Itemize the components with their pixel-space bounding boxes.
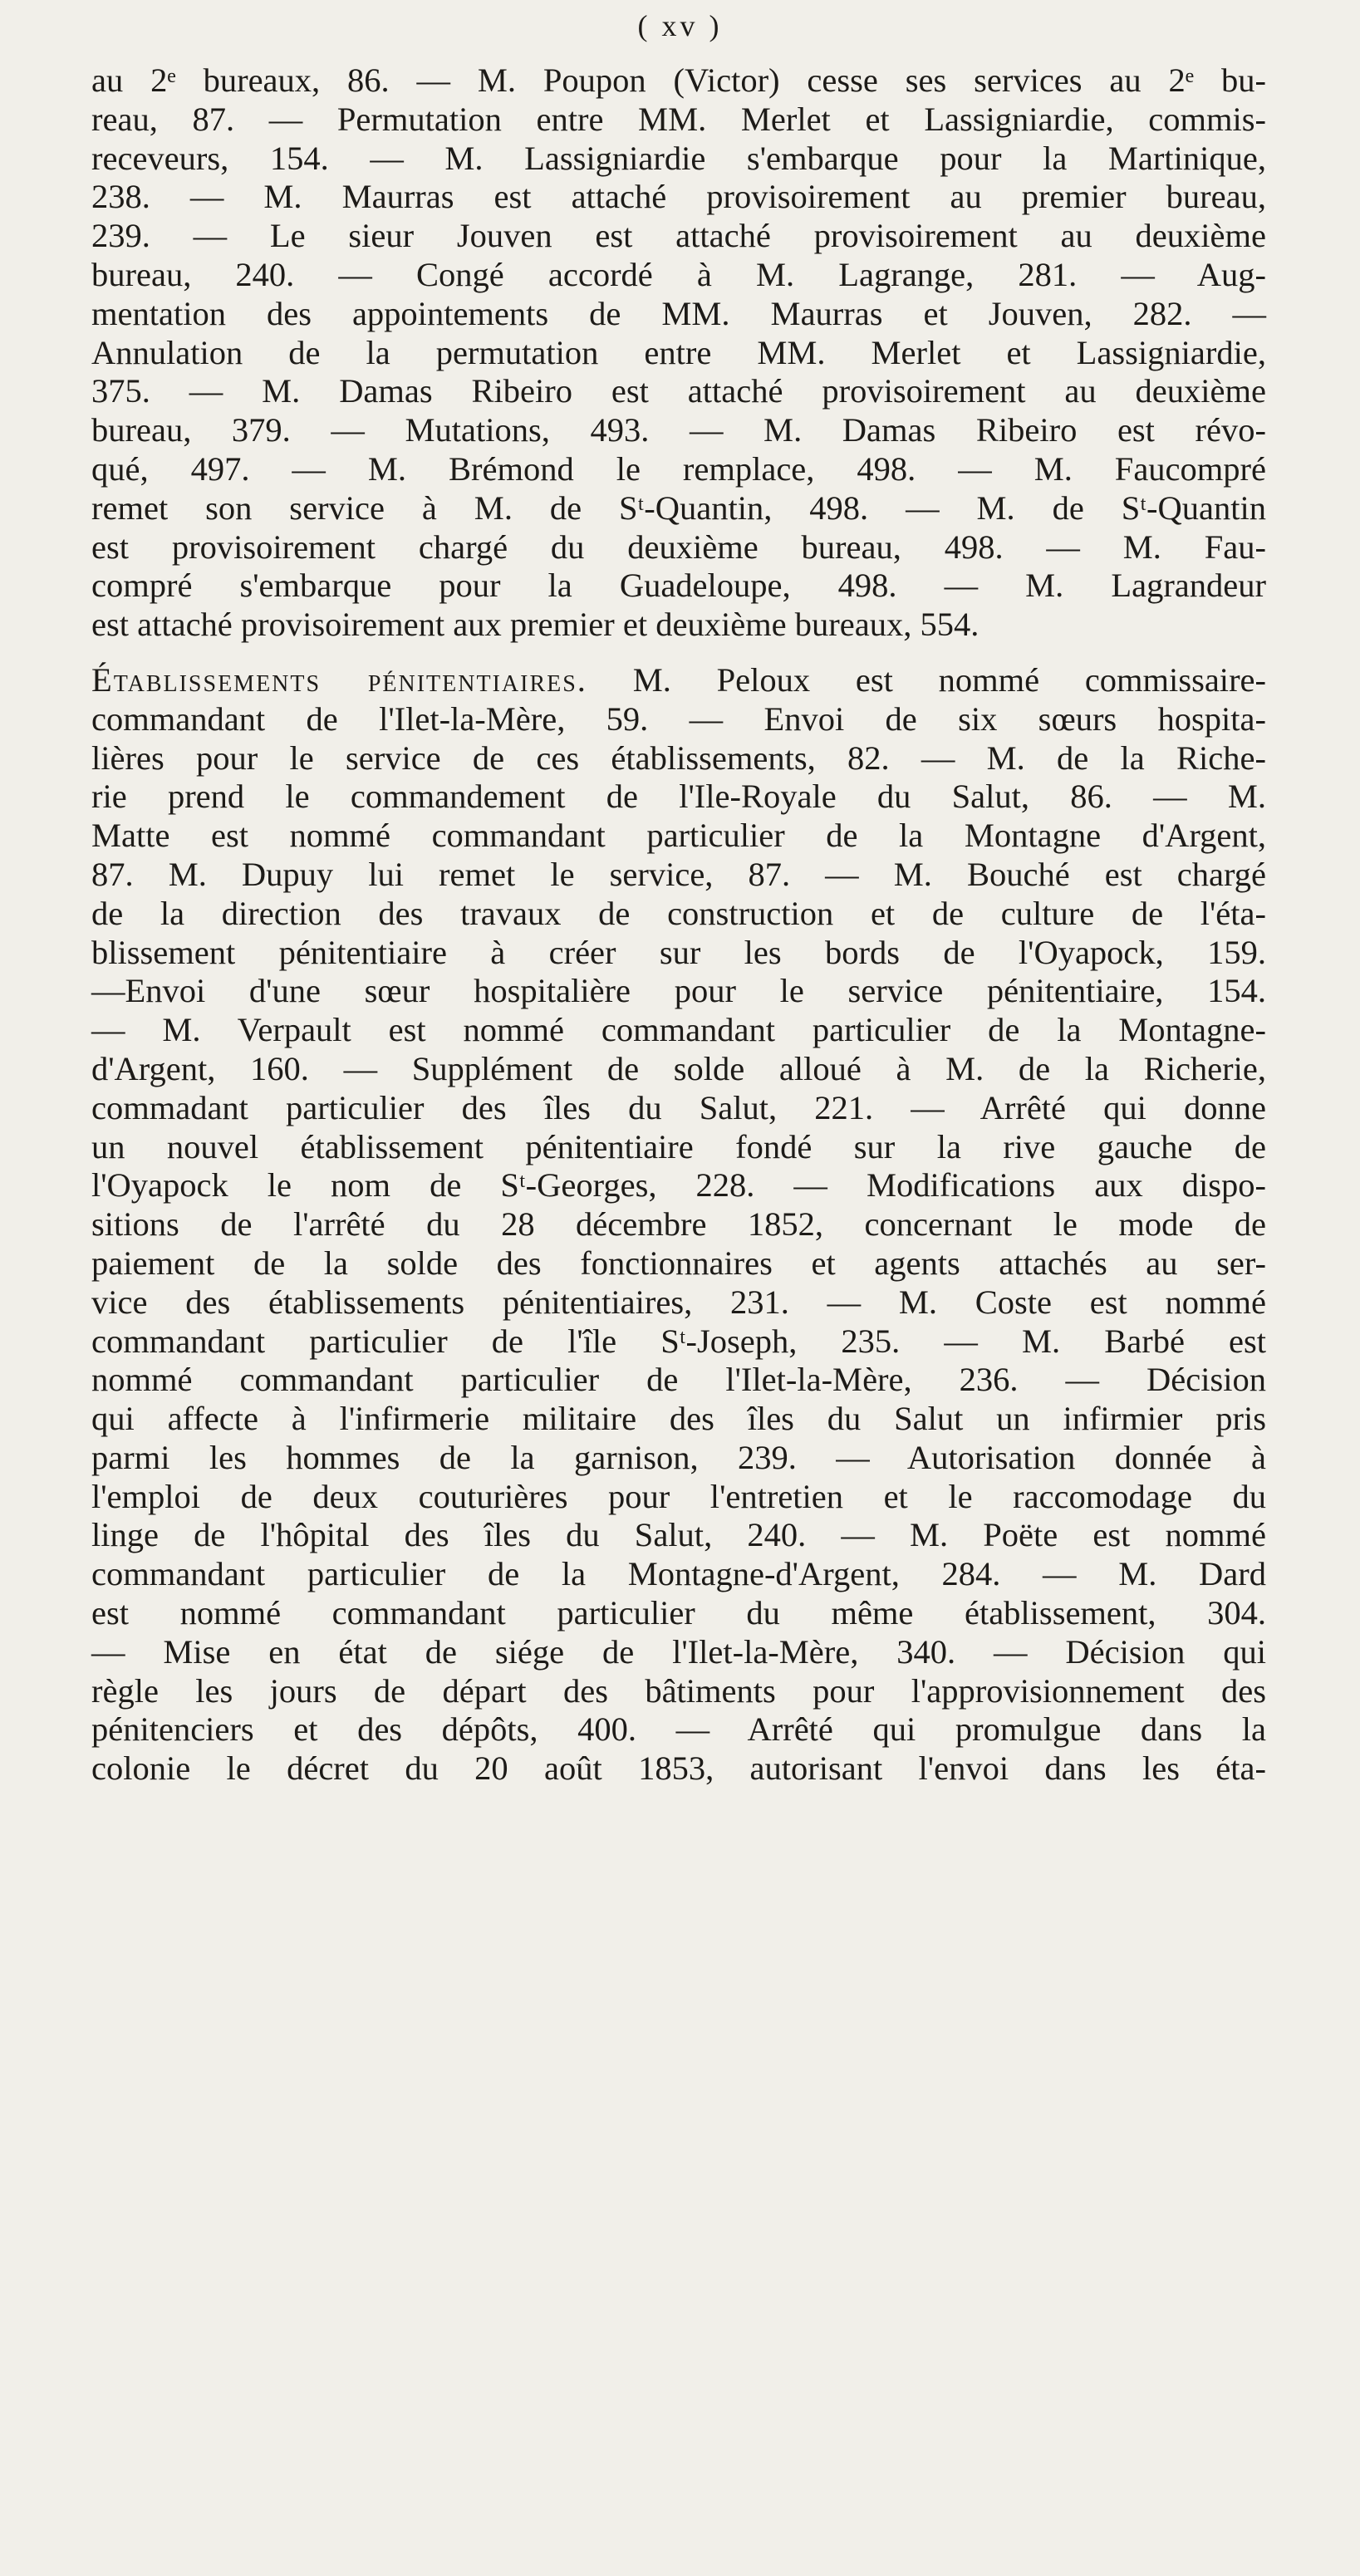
section-heading: Établissements pénitentiaires. — [91, 660, 587, 699]
text-line: bureau, 240. — Congé accordé à M. Lagrange, 281. — Aug- — [91, 255, 1266, 293]
text-line: commandant particulier de la Montagne-d'Argent, 284. — M. Dard — [91, 1555, 1266, 1593]
text-line: blissement pénitentiaire à créer sur les bords de l'Oyapock, 159. — [91, 933, 1266, 971]
text-line: 375. — M. Damas Ribeiro est attaché provisoirement au deuxième — [91, 372, 1266, 410]
text-line: — M. Verpault est nommé commandant particulier de la Montagne- — [91, 1011, 1266, 1049]
text-line: pénitenciers et des dépôts, 400. — Arrêté qui promulgue dans la — [91, 1710, 1266, 1749]
text-line: reau, 87. — Permutation entre MM. Merlet et Lassigniardie, commis- — [91, 100, 1266, 138]
text-line: d'Argent, 160. — Supplément de solde alloué à M. de la Richerie, — [91, 1049, 1266, 1087]
text-line: rie prend le commandement de l'Ile-Royale du Salut, 86. — M. — [91, 778, 1266, 816]
text-line: qui affecte à l'infirmerie militaire des îles du Salut un infirmier pris — [91, 1400, 1266, 1438]
paragraph-etablissements-penitentiaires — [91, 661, 1266, 1788]
text-line: est provisoirement chargé du deuxième bureau, 498. — M. Fau- — [91, 527, 1266, 566]
text-line: nommé commandant particulier de l'Ilet-la-Mère, 236. — Décision — [91, 1361, 1266, 1399]
text-line: bureau, 379. — Mutations, 493. — M. Damas Ribeiro est révo- — [91, 411, 1266, 449]
index-text — [91, 61, 1266, 1788]
text-line: commadant particulier des îles du Salut, 221. — Arrêté qui donne — [91, 1088, 1266, 1126]
text-line: 239. — Le sieur Jouven est attaché provisoirement au deuxième — [91, 217, 1266, 255]
text-line — [91, 661, 1266, 700]
text-line: est nommé commandant particulier du même établissement, 304. — [91, 1594, 1266, 1632]
text-line: —Envoi d'une sœur hospitalière pour le service pénitentiaire, 154. — [91, 972, 1266, 1010]
text-line: est attaché provisoirement aux premier et deuxième bureaux, 554. — [91, 606, 979, 644]
text-line: 238. — M. Maurras est attaché provisoirement au premier bureau, — [91, 178, 1266, 216]
page-number: ( xv ) — [637, 9, 723, 42]
text-line: paiement de la solde des fonctionnaires et agents attachés au ser- — [91, 1244, 1266, 1282]
text-line: au 2ᵉ bureaux, 86. — M. Poupon (Victor) cesse ses services au 2ᵉ bu- — [91, 61, 1266, 99]
text-fragment: M. Peloux est nommé commissaire- — [632, 660, 1267, 699]
text-line: compré s'embarque pour la Guadeloupe, 498. — M. Lagrandeur — [91, 567, 1266, 605]
text-line: l'Oyapock le nom de Sᵗ-Georges, 228. — Modifications aux dispo- — [91, 1166, 1266, 1205]
text-line: remet son service à M. de Sᵗ-Quantin, 498. — M. de Sᵗ-Quantin — [91, 488, 1266, 527]
text-line: receveurs, 154. — M. Lassigniardie s'embarque pour la Martinique, — [91, 139, 1266, 177]
text-line: — Mise en état de siége de l'Ilet-la-Mère, 340. — Décision qui — [91, 1632, 1266, 1671]
text-line: règle les jours de départ des bâtiments pour l'approvisionnement des — [91, 1671, 1266, 1710]
paragraph-administration — [91, 61, 1266, 645]
text-line: Annulation de la permutation entre MM. Merlet et Lassigniardie, — [91, 333, 1266, 371]
text-line: l'emploi de deux couturières pour l'entretien et le raccomodage du — [91, 1477, 1266, 1515]
text-line: commandant de l'Ilet-la-Mère, 59. — Envoi de six sœurs hospita- — [91, 699, 1266, 738]
text-line: linge de l'hôpital des îles du Salut, 240. — M. Poëte est nommé — [91, 1516, 1266, 1554]
text-line: de la direction des travaux de construction et de culture de l'éta- — [91, 894, 1266, 932]
text-line: qué, 497. — M. Brémond le remplace, 498. — M. Faucompré — [91, 449, 1266, 488]
text-line: sitions de l'arrêté du 28 décembre 1852, concernant le mode de — [91, 1205, 1266, 1244]
text-line: 87. M. Dupuy lui remet le service, 87. — M. Bouché est chargé — [91, 855, 1266, 893]
text-line: parmi les hommes de la garnison, 239. — Autorisation donnée à — [91, 1438, 1266, 1476]
text-line: lières pour le service de ces établissements, 82. — M. de la Riche- — [91, 738, 1266, 777]
text-line: un nouvel établissement pénitentiaire fondé sur la rive gauche de — [91, 1127, 1266, 1165]
text-line: commandant particulier de l'île Sᵗ-Joseph, 235. — M. Barbé est — [91, 1322, 1266, 1360]
text-line: colonie le décret du 20 août 1853, autorisant l'envoi dans les éta- — [91, 1749, 1266, 1788]
text-line: vice des établissements pénitentiaires, 231. — M. Coste est nommé — [91, 1283, 1266, 1321]
text-line: mentation des appointements de MM. Maurras et Jouven, 282. — — [91, 294, 1266, 332]
text-line: Matte est nommé commandant particulier de la Montagne d'Argent, — [91, 817, 1266, 855]
